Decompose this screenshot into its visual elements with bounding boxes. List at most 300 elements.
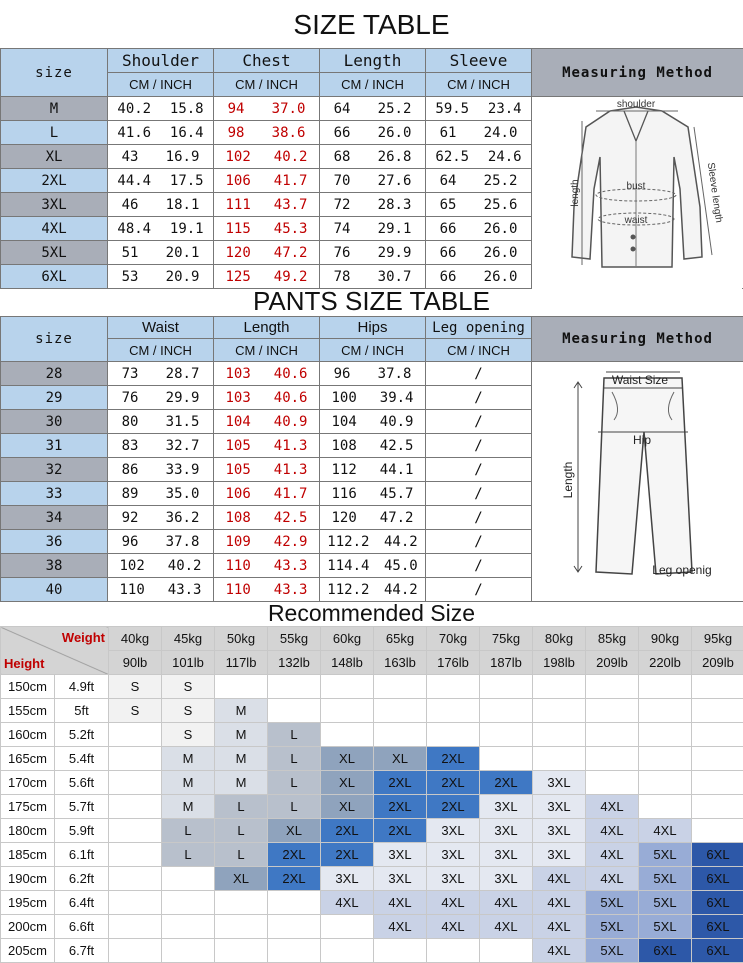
weight-kg-header: 80kg <box>533 627 586 651</box>
size-recommendation-cell: L <box>215 795 268 819</box>
length-fig-label: Length <box>561 462 575 499</box>
size-recommendation-cell: 3XL <box>480 795 533 819</box>
size-recommendation-cell: XL <box>268 819 321 843</box>
size-cell: 40 <box>1 578 108 602</box>
weight-lb-header: 90lb <box>109 651 162 675</box>
size-cell: 6XL <box>1 265 108 289</box>
size-cell: 29 <box>1 386 108 410</box>
size-recommendation-cell: M <box>162 747 215 771</box>
value-cell: 105 41.3 <box>214 434 320 458</box>
shoulder-header: Shoulder <box>108 49 214 73</box>
size-recommendation-cell <box>639 795 692 819</box>
size-recommendation-cell <box>268 891 321 915</box>
size-recommendation-cell <box>586 699 639 723</box>
size-recommendation-cell <box>639 771 692 795</box>
value-cell: / <box>426 434 532 458</box>
value-cell: 61 24.0 <box>426 121 532 145</box>
size-recommendation-cell: 5XL <box>586 915 639 939</box>
value-cell: / <box>426 506 532 530</box>
value-cell: 70 27.6 <box>320 169 426 193</box>
size-recommendation-cell: XL <box>321 747 374 771</box>
size-recommendation-cell: 4XL <box>533 891 586 915</box>
height-cm-cell: 190cm <box>1 867 55 891</box>
size-recommendation-cell: 3XL <box>427 867 480 891</box>
size-recommendation-cell <box>321 675 374 699</box>
size-recommendation-cell <box>109 891 162 915</box>
height-ft-cell: 5ft <box>55 699 109 723</box>
weight-lb-header: 220lb <box>639 651 692 675</box>
value-cell: 112 44.1 <box>320 458 426 482</box>
size-recommendation-cell: 2XL <box>427 771 480 795</box>
value-cell: 80 31.5 <box>108 410 214 434</box>
size-recommendation-cell: 2XL <box>321 819 374 843</box>
height-cm-cell: 200cm <box>1 915 55 939</box>
weight-kg-header: 65kg <box>374 627 427 651</box>
weight-lb-header: 176lb <box>427 651 480 675</box>
table-row <box>1 939 743 963</box>
value-cell: 116 45.7 <box>320 482 426 506</box>
height-ft-cell: 4.9ft <box>55 675 109 699</box>
size-recommendation-cell <box>639 675 692 699</box>
size-recommendation-cell: 4XL <box>480 915 533 939</box>
value-cell: 125 49.2 <box>214 265 320 289</box>
height-ft-cell: 6.7ft <box>55 939 109 963</box>
value-cell: 103 40.6 <box>214 362 320 386</box>
units-label: CM / INCH <box>214 339 320 362</box>
size-recommendation-cell: 5XL <box>639 843 692 867</box>
size-recommendation-cell <box>109 867 162 891</box>
weight-kg-header: 55kg <box>268 627 321 651</box>
size-recommendation-cell: 4XL <box>586 867 639 891</box>
size-recommendation-cell: M <box>215 723 268 747</box>
height-cm-cell: 195cm <box>1 891 55 915</box>
size-recommendation-cell <box>586 723 639 747</box>
value-cell: / <box>426 410 532 434</box>
shoulder-fig-label: shoulder <box>617 99 656 110</box>
size-recommendation-cell: 5XL <box>586 939 639 963</box>
size-recommendation-cell: 4XL <box>374 891 427 915</box>
value-cell: / <box>426 482 532 506</box>
size-recommendation-cell <box>374 699 427 723</box>
size-recommendation-cell: L <box>215 819 268 843</box>
size-recommendation-cell: 5XL <box>586 891 639 915</box>
value-cell: 103 40.6 <box>214 386 320 410</box>
size-recommendation-cell: 4XL <box>533 867 586 891</box>
value-cell: 94 37.0 <box>214 97 320 121</box>
value-cell: 66 26.0 <box>426 265 532 289</box>
table-row <box>1 795 743 819</box>
size-recommendation-cell <box>586 771 639 795</box>
size-recommendation-cell <box>215 939 268 963</box>
table-row <box>1 819 743 843</box>
size-recommendation-cell: L <box>215 843 268 867</box>
value-cell: / <box>426 386 532 410</box>
size-recommendation-cell <box>480 747 533 771</box>
value-cell: 112.2 44.2 <box>320 530 426 554</box>
size-recommendation-cell: 3XL <box>533 795 586 819</box>
size-recommendation-cell: M <box>162 771 215 795</box>
weight-kg-header: 50kg <box>215 627 268 651</box>
size-recommendation-cell: 6XL <box>692 939 743 963</box>
size-recommendation-cell <box>109 771 162 795</box>
size-recommendation-cell: 3XL <box>374 867 427 891</box>
height-ft-cell: 5.2ft <box>55 723 109 747</box>
size-recommendation-cell <box>480 939 533 963</box>
leg-fig-label: Leg openig <box>652 563 711 577</box>
size-cell: XL <box>1 145 108 169</box>
value-cell: 110 43.3 <box>214 578 320 602</box>
length-header: Length <box>214 317 320 339</box>
value-cell: 102 40.2 <box>214 145 320 169</box>
value-cell: 72 28.3 <box>320 193 426 217</box>
height-cm-cell: 170cm <box>1 771 55 795</box>
size-recommendation-cell <box>109 915 162 939</box>
size-recommendation-cell <box>639 747 692 771</box>
units-label: CM / INCH <box>320 339 426 362</box>
units-label: CM / INCH <box>214 73 320 97</box>
weight-lb-header: 101lb <box>162 651 215 675</box>
sleeve-fig-label: Sleeve length <box>705 162 724 224</box>
size-recommendation-cell <box>162 915 215 939</box>
size-recommendation-cell: L <box>162 819 215 843</box>
size-recommendation-cell <box>321 699 374 723</box>
size-recommendation-cell: 4XL <box>374 915 427 939</box>
size-cell: 31 <box>1 434 108 458</box>
size-recommendation-cell: M <box>215 747 268 771</box>
value-cell: 66 26.0 <box>426 241 532 265</box>
value-cell: 40.2 15.8 <box>108 97 214 121</box>
size-recommendation-cell <box>109 843 162 867</box>
weight-height-corner <box>1 627 109 675</box>
size-recommendation-cell: 4XL <box>427 891 480 915</box>
size-recommendation-cell <box>321 939 374 963</box>
value-cell: 120 47.2 <box>214 241 320 265</box>
jacket-icon <box>532 97 742 290</box>
height-ft-cell: 5.4ft <box>55 747 109 771</box>
size-recommendation-cell: L <box>268 795 321 819</box>
value-cell: 86 33.9 <box>108 458 214 482</box>
size-recommendation-cell <box>268 915 321 939</box>
size-recommendation-cell <box>692 771 743 795</box>
size-recommendation-cell <box>639 723 692 747</box>
weight-kg-header: 75kg <box>480 627 533 651</box>
value-cell: 65 25.6 <box>426 193 532 217</box>
weight-kg-header: 70kg <box>427 627 480 651</box>
value-cell: 46 18.1 <box>108 193 214 217</box>
size-recommendation-cell: 4XL <box>427 915 480 939</box>
length-header: Length <box>320 49 426 73</box>
size-header: size <box>1 317 108 362</box>
table-row <box>1 915 743 939</box>
weight-kg-header: 40kg <box>109 627 162 651</box>
size-recommendation-cell: 6XL <box>692 915 743 939</box>
size-cell: 36 <box>1 530 108 554</box>
size-cell: M <box>1 97 108 121</box>
size-recommendation-cell: 2XL <box>427 747 480 771</box>
size-recommendation-cell <box>109 723 162 747</box>
value-cell: 51 20.1 <box>108 241 214 265</box>
size-recommendation-cell <box>162 939 215 963</box>
weight-label: Weight <box>62 630 105 645</box>
size-recommendation-cell <box>427 675 480 699</box>
size-recommendation-cell: 4XL <box>480 891 533 915</box>
size-recommendation-cell <box>692 747 743 771</box>
size-recommendation-cell: 3XL <box>427 819 480 843</box>
value-cell: / <box>426 530 532 554</box>
value-cell: 104 40.9 <box>320 410 426 434</box>
size-recommendation-cell: 2XL <box>268 867 321 891</box>
size-recommendation-cell: S <box>109 675 162 699</box>
size-recommendation-cell <box>268 675 321 699</box>
size-recommendation-cell: L <box>162 843 215 867</box>
pants-table-title: PANTS SIZE TABLE <box>0 286 743 316</box>
sleeve-header: Sleeve <box>426 49 532 73</box>
value-cell: 104 40.9 <box>214 410 320 434</box>
size-recommendation-cell <box>268 699 321 723</box>
value-cell: 114.4 45.0 <box>320 554 426 578</box>
value-cell: / <box>426 554 532 578</box>
value-cell: 120 47.2 <box>320 506 426 530</box>
size-recommendation-cell: 3XL <box>480 867 533 891</box>
value-cell: 43 16.9 <box>108 145 214 169</box>
size-recommendation-cell <box>533 723 586 747</box>
size-recommendation-cell <box>586 675 639 699</box>
height-cm-cell: 150cm <box>1 675 55 699</box>
units-label: CM / INCH <box>426 73 532 97</box>
size-recommendation-cell: XL <box>215 867 268 891</box>
size-cell: 2XL <box>1 169 108 193</box>
value-cell: 74 29.1 <box>320 217 426 241</box>
size-recommendation-cell: L <box>268 723 321 747</box>
size-recommendation-cell: M <box>162 795 215 819</box>
value-cell: 78 30.7 <box>320 265 426 289</box>
size-recommendation-cell: 4XL <box>533 939 586 963</box>
units-label: CM / INCH <box>108 73 214 97</box>
value-cell: 59.5 23.4 <box>426 97 532 121</box>
value-cell: 76 29.9 <box>108 386 214 410</box>
leg-opening-header: Leg opening <box>426 317 532 339</box>
value-cell: 106 41.7 <box>214 482 320 506</box>
size-recommendation-cell: 3XL <box>321 867 374 891</box>
size-recommendation-cell: 2XL <box>268 843 321 867</box>
value-cell: 106 41.7 <box>214 169 320 193</box>
value-cell: / <box>426 458 532 482</box>
value-cell: 62.5 24.6 <box>426 145 532 169</box>
size-recommendation-cell: 6XL <box>692 843 743 867</box>
size-recommendation-cell: 2XL <box>321 843 374 867</box>
size-recommendation-cell <box>692 795 743 819</box>
size-recommendation-cell: 3XL <box>533 771 586 795</box>
table-row <box>1 747 743 771</box>
size-recommendation-cell: 2XL <box>480 771 533 795</box>
size-recommendation-cell: 3XL <box>533 843 586 867</box>
table-row <box>1 771 743 795</box>
value-cell: 66 26.0 <box>320 121 426 145</box>
weight-kg-header: 45kg <box>162 627 215 651</box>
size-cell: 34 <box>1 506 108 530</box>
size-recommendation-cell: 3XL <box>480 843 533 867</box>
jacket-measurement-figure <box>532 97 742 290</box>
size-recommendation-cell <box>692 819 743 843</box>
size-recommendation-cell: M <box>215 699 268 723</box>
height-ft-cell: 6.4ft <box>55 891 109 915</box>
height-cm-cell: 180cm <box>1 819 55 843</box>
hip-fig-label: Hip <box>633 433 651 447</box>
size-recommendation-cell <box>427 939 480 963</box>
weight-lb-header: 209lb <box>692 651 743 675</box>
value-cell: 105 41.3 <box>214 458 320 482</box>
value-cell: 115 45.3 <box>214 217 320 241</box>
weight-lb-header: 148lb <box>321 651 374 675</box>
size-recommendation-cell: 3XL <box>533 819 586 843</box>
value-cell: 83 32.7 <box>108 434 214 458</box>
weight-lb-header: 198lb <box>533 651 586 675</box>
table-row <box>1 723 743 747</box>
value-cell: 100 39.4 <box>320 386 426 410</box>
height-ft-cell: 5.9ft <box>55 819 109 843</box>
size-recommendation-cell <box>692 675 743 699</box>
weight-kg-header: 95kg <box>692 627 743 651</box>
weight-lb-header: 132lb <box>268 651 321 675</box>
size-recommendation-cell <box>268 939 321 963</box>
table-row <box>1 675 743 699</box>
size-recommendation-cell <box>215 675 268 699</box>
recommended-size-title: Recommended Size <box>0 600 743 626</box>
size-recommendation-cell: 2XL <box>374 819 427 843</box>
pants-measurement-figure <box>532 362 742 600</box>
units-label: CM / INCH <box>426 339 532 362</box>
size-recommendation-cell: 4XL <box>321 891 374 915</box>
size-recommendation-cell <box>427 699 480 723</box>
size-recommendation-cell: 5XL <box>639 891 692 915</box>
value-cell: 109 42.9 <box>214 530 320 554</box>
size-recommendation-cell <box>480 723 533 747</box>
value-cell: 96 37.8 <box>320 362 426 386</box>
size-recommendation-cell <box>533 699 586 723</box>
weight-lb-header: 117lb <box>215 651 268 675</box>
value-cell: 89 35.0 <box>108 482 214 506</box>
value-cell: 53 20.9 <box>108 265 214 289</box>
size-cell: L <box>1 121 108 145</box>
height-cm-cell: 160cm <box>1 723 55 747</box>
size-recommendation-cell <box>215 915 268 939</box>
table-row <box>1 867 743 891</box>
recommended-size-table <box>0 626 743 963</box>
weight-lb-header: 187lb <box>480 651 533 675</box>
value-cell: 41.6 16.4 <box>108 121 214 145</box>
size-recommendation-cell <box>586 747 639 771</box>
value-cell: 108 42.5 <box>214 506 320 530</box>
size-recommendation-cell: 2XL <box>374 795 427 819</box>
size-cell: 3XL <box>1 193 108 217</box>
size-recommendation-cell <box>639 699 692 723</box>
size-recommendation-cell: 4XL <box>586 819 639 843</box>
value-cell: / <box>426 578 532 602</box>
measuring-method-label: Measuring Method <box>532 49 743 97</box>
height-ft-cell: 6.6ft <box>55 915 109 939</box>
size-recommendation-cell: 4XL <box>533 915 586 939</box>
size-recommendation-cell <box>109 819 162 843</box>
size-recommendation-cell: 3XL <box>374 843 427 867</box>
size-recommendation-cell <box>162 891 215 915</box>
height-cm-cell: 165cm <box>1 747 55 771</box>
size-recommendation-cell: S <box>162 699 215 723</box>
weight-kg-header: 90kg <box>639 627 692 651</box>
value-cell: 96 37.8 <box>108 530 214 554</box>
height-label: Height <box>4 656 44 671</box>
size-recommendation-cell <box>480 699 533 723</box>
weight-kg-header: 60kg <box>321 627 374 651</box>
size-recommendation-cell <box>321 915 374 939</box>
height-ft-cell: 5.6ft <box>55 771 109 795</box>
size-recommendation-cell <box>692 699 743 723</box>
size-recommendation-cell: 5XL <box>639 915 692 939</box>
size-recommendation-cell: L <box>268 747 321 771</box>
chest-header: Chest <box>214 49 320 73</box>
value-cell: 108 42.5 <box>320 434 426 458</box>
size-recommendation-cell <box>692 723 743 747</box>
size-recommendation-cell: S <box>109 699 162 723</box>
value-cell: 76 29.9 <box>320 241 426 265</box>
size-cell: 33 <box>1 482 108 506</box>
size-recommendation-cell: 4XL <box>639 819 692 843</box>
height-cm-cell: 155cm <box>1 699 55 723</box>
value-cell: 92 36.2 <box>108 506 214 530</box>
size-recommendation-cell <box>109 795 162 819</box>
size-recommendation-cell <box>427 723 480 747</box>
size-cell: 38 <box>1 554 108 578</box>
waist-header: Waist <box>108 317 214 339</box>
value-cell: 110 43.3 <box>214 554 320 578</box>
size-recommendation-cell: 4XL <box>586 843 639 867</box>
waist-fig-label: waist <box>624 215 648 226</box>
size-header: size <box>1 49 108 97</box>
size-cell: 4XL <box>1 217 108 241</box>
size-recommendation-cell <box>533 675 586 699</box>
waist-fig-label: Waist Size <box>612 373 669 387</box>
height-cm-cell: 205cm <box>1 939 55 963</box>
size-recommendation-cell: XL <box>321 771 374 795</box>
weight-lb-header: 209lb <box>586 651 639 675</box>
value-cell: 66 26.0 <box>426 217 532 241</box>
size-table-title: SIZE TABLE <box>0 4 743 46</box>
size-recommendation-cell <box>215 891 268 915</box>
size-recommendation-cell: XL <box>321 795 374 819</box>
size-recommendation-cell: 4XL <box>586 795 639 819</box>
size-cell: 32 <box>1 458 108 482</box>
size-recommendation-cell <box>109 747 162 771</box>
height-ft-cell: 5.7ft <box>55 795 109 819</box>
hips-header: Hips <box>320 317 426 339</box>
weight-kg-header: 85kg <box>586 627 639 651</box>
size-recommendation-cell <box>321 723 374 747</box>
size-cell: 30 <box>1 410 108 434</box>
size-recommendation-cell: 5XL <box>639 867 692 891</box>
size-recommendation-cell: 6XL <box>692 891 743 915</box>
size-recommendation-cell <box>480 675 533 699</box>
size-recommendation-cell <box>374 723 427 747</box>
size-recommendation-cell: 6XL <box>639 939 692 963</box>
units-label: CM / INCH <box>108 339 214 362</box>
value-cell: 98 38.6 <box>214 121 320 145</box>
size-recommendation-cell: XL <box>374 747 427 771</box>
height-cm-cell: 185cm <box>1 843 55 867</box>
size-recommendation-cell: 6XL <box>692 867 743 891</box>
value-cell: 102 40.2 <box>108 554 214 578</box>
height-cm-cell: 175cm <box>1 795 55 819</box>
size-recommendation-cell: S <box>162 723 215 747</box>
size-recommendation-cell: 3XL <box>427 843 480 867</box>
